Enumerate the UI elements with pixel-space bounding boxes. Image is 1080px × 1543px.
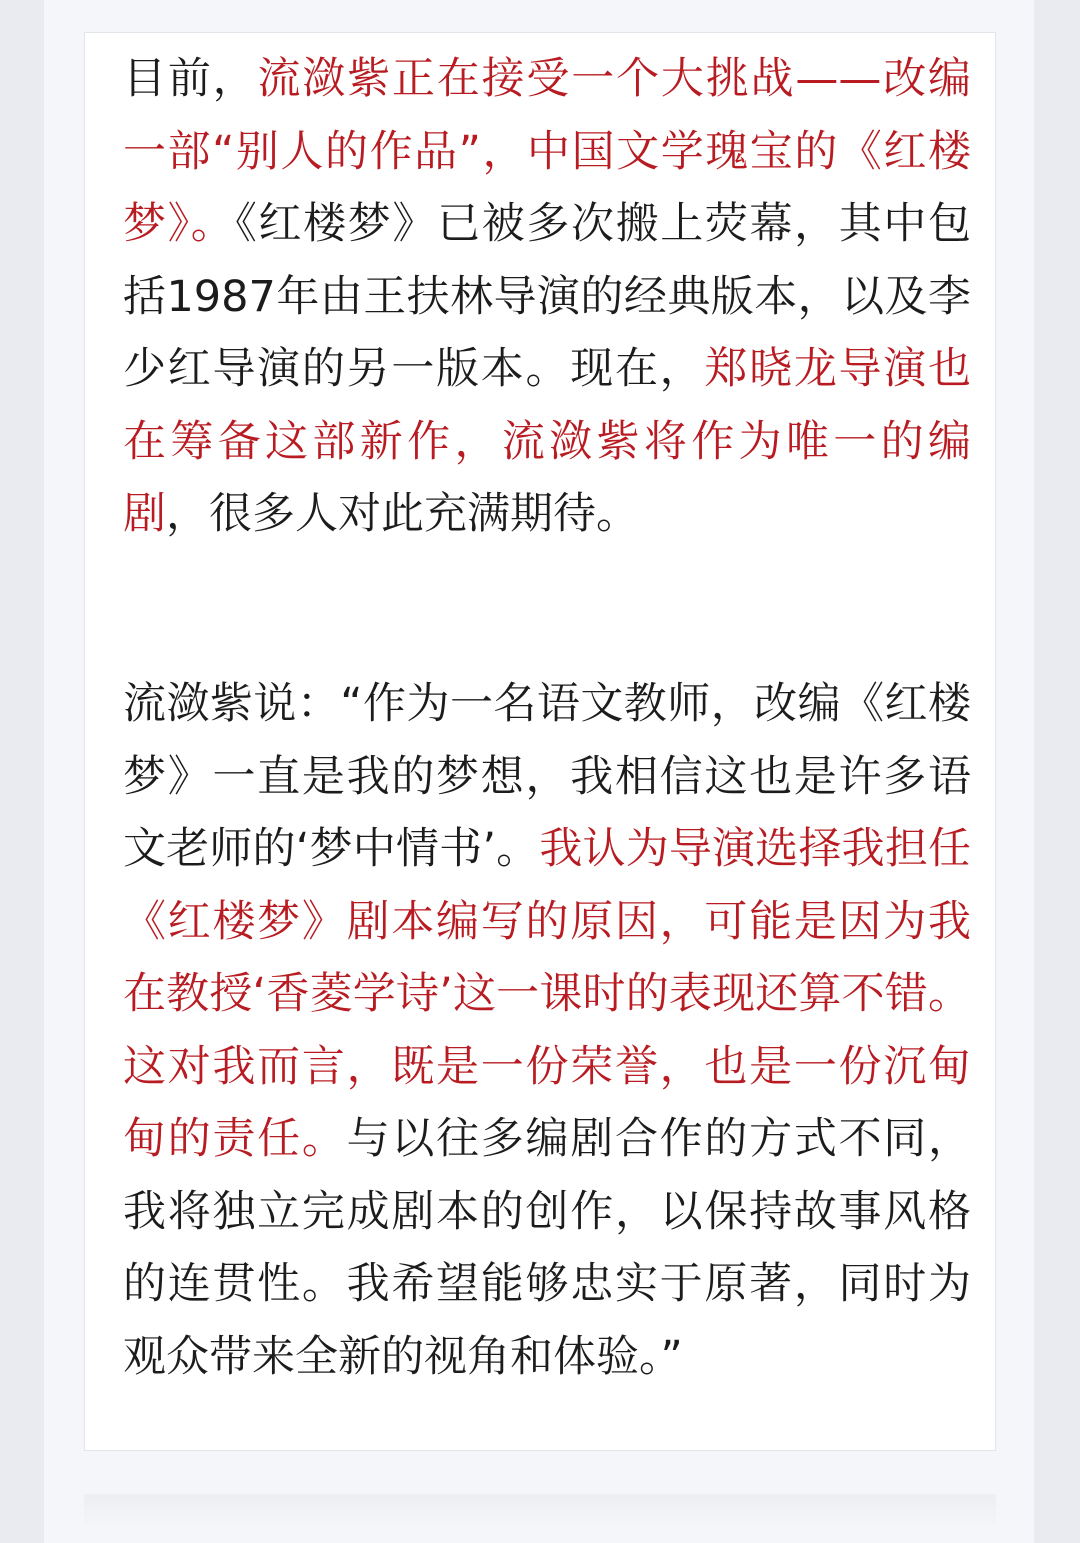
highlighted-text-segment: 流潋紫正在接受一个大挑战——改编一部“别人的作品”，中国文学瑰宝的《红楼梦》。 xyxy=(123,54,972,249)
article-paragraph-2 xyxy=(123,668,971,1393)
article-paragraph-1 xyxy=(123,43,971,551)
text-segment: 流潋紫说：“作为一名语文教师，改编《红楼梦》一直是我的梦想，我相信这也是许多语文老师的‘梦中情书’。 xyxy=(123,679,971,874)
highlighted-text-segment: 我认为导演选择我担任《红楼梦》剧本编写的原因，可能是因为我在教授‘香菱学诗’这一课时的表现还算不错。这对我而言，既是一份荣誉，也是一份沉甸甸的责任。 xyxy=(123,824,972,1164)
text-segment: 与以往多编剧合作的方式不同，我将独立完成剧本的创作，以保持故事风格的连贯性。我希望能够忠实于原著，同时为观众带来全新的视角和体验。” xyxy=(123,1114,972,1382)
text-segment: 《红楼梦》已被多次搬上荧幕，其中包括1987年由王扶林导演的经典版本，以及李少红导演的另一版本。现在， xyxy=(123,199,972,394)
text-segment: 目前， xyxy=(123,54,258,104)
highlighted-text-segment: 郑晓龙导演也在筹备这部新作，流潋紫将作为唯一的编剧 xyxy=(123,344,972,539)
card-shadow xyxy=(84,1494,996,1528)
article-card xyxy=(84,32,996,1451)
text-segment: ，很多人对此充满期待。 xyxy=(166,489,639,539)
